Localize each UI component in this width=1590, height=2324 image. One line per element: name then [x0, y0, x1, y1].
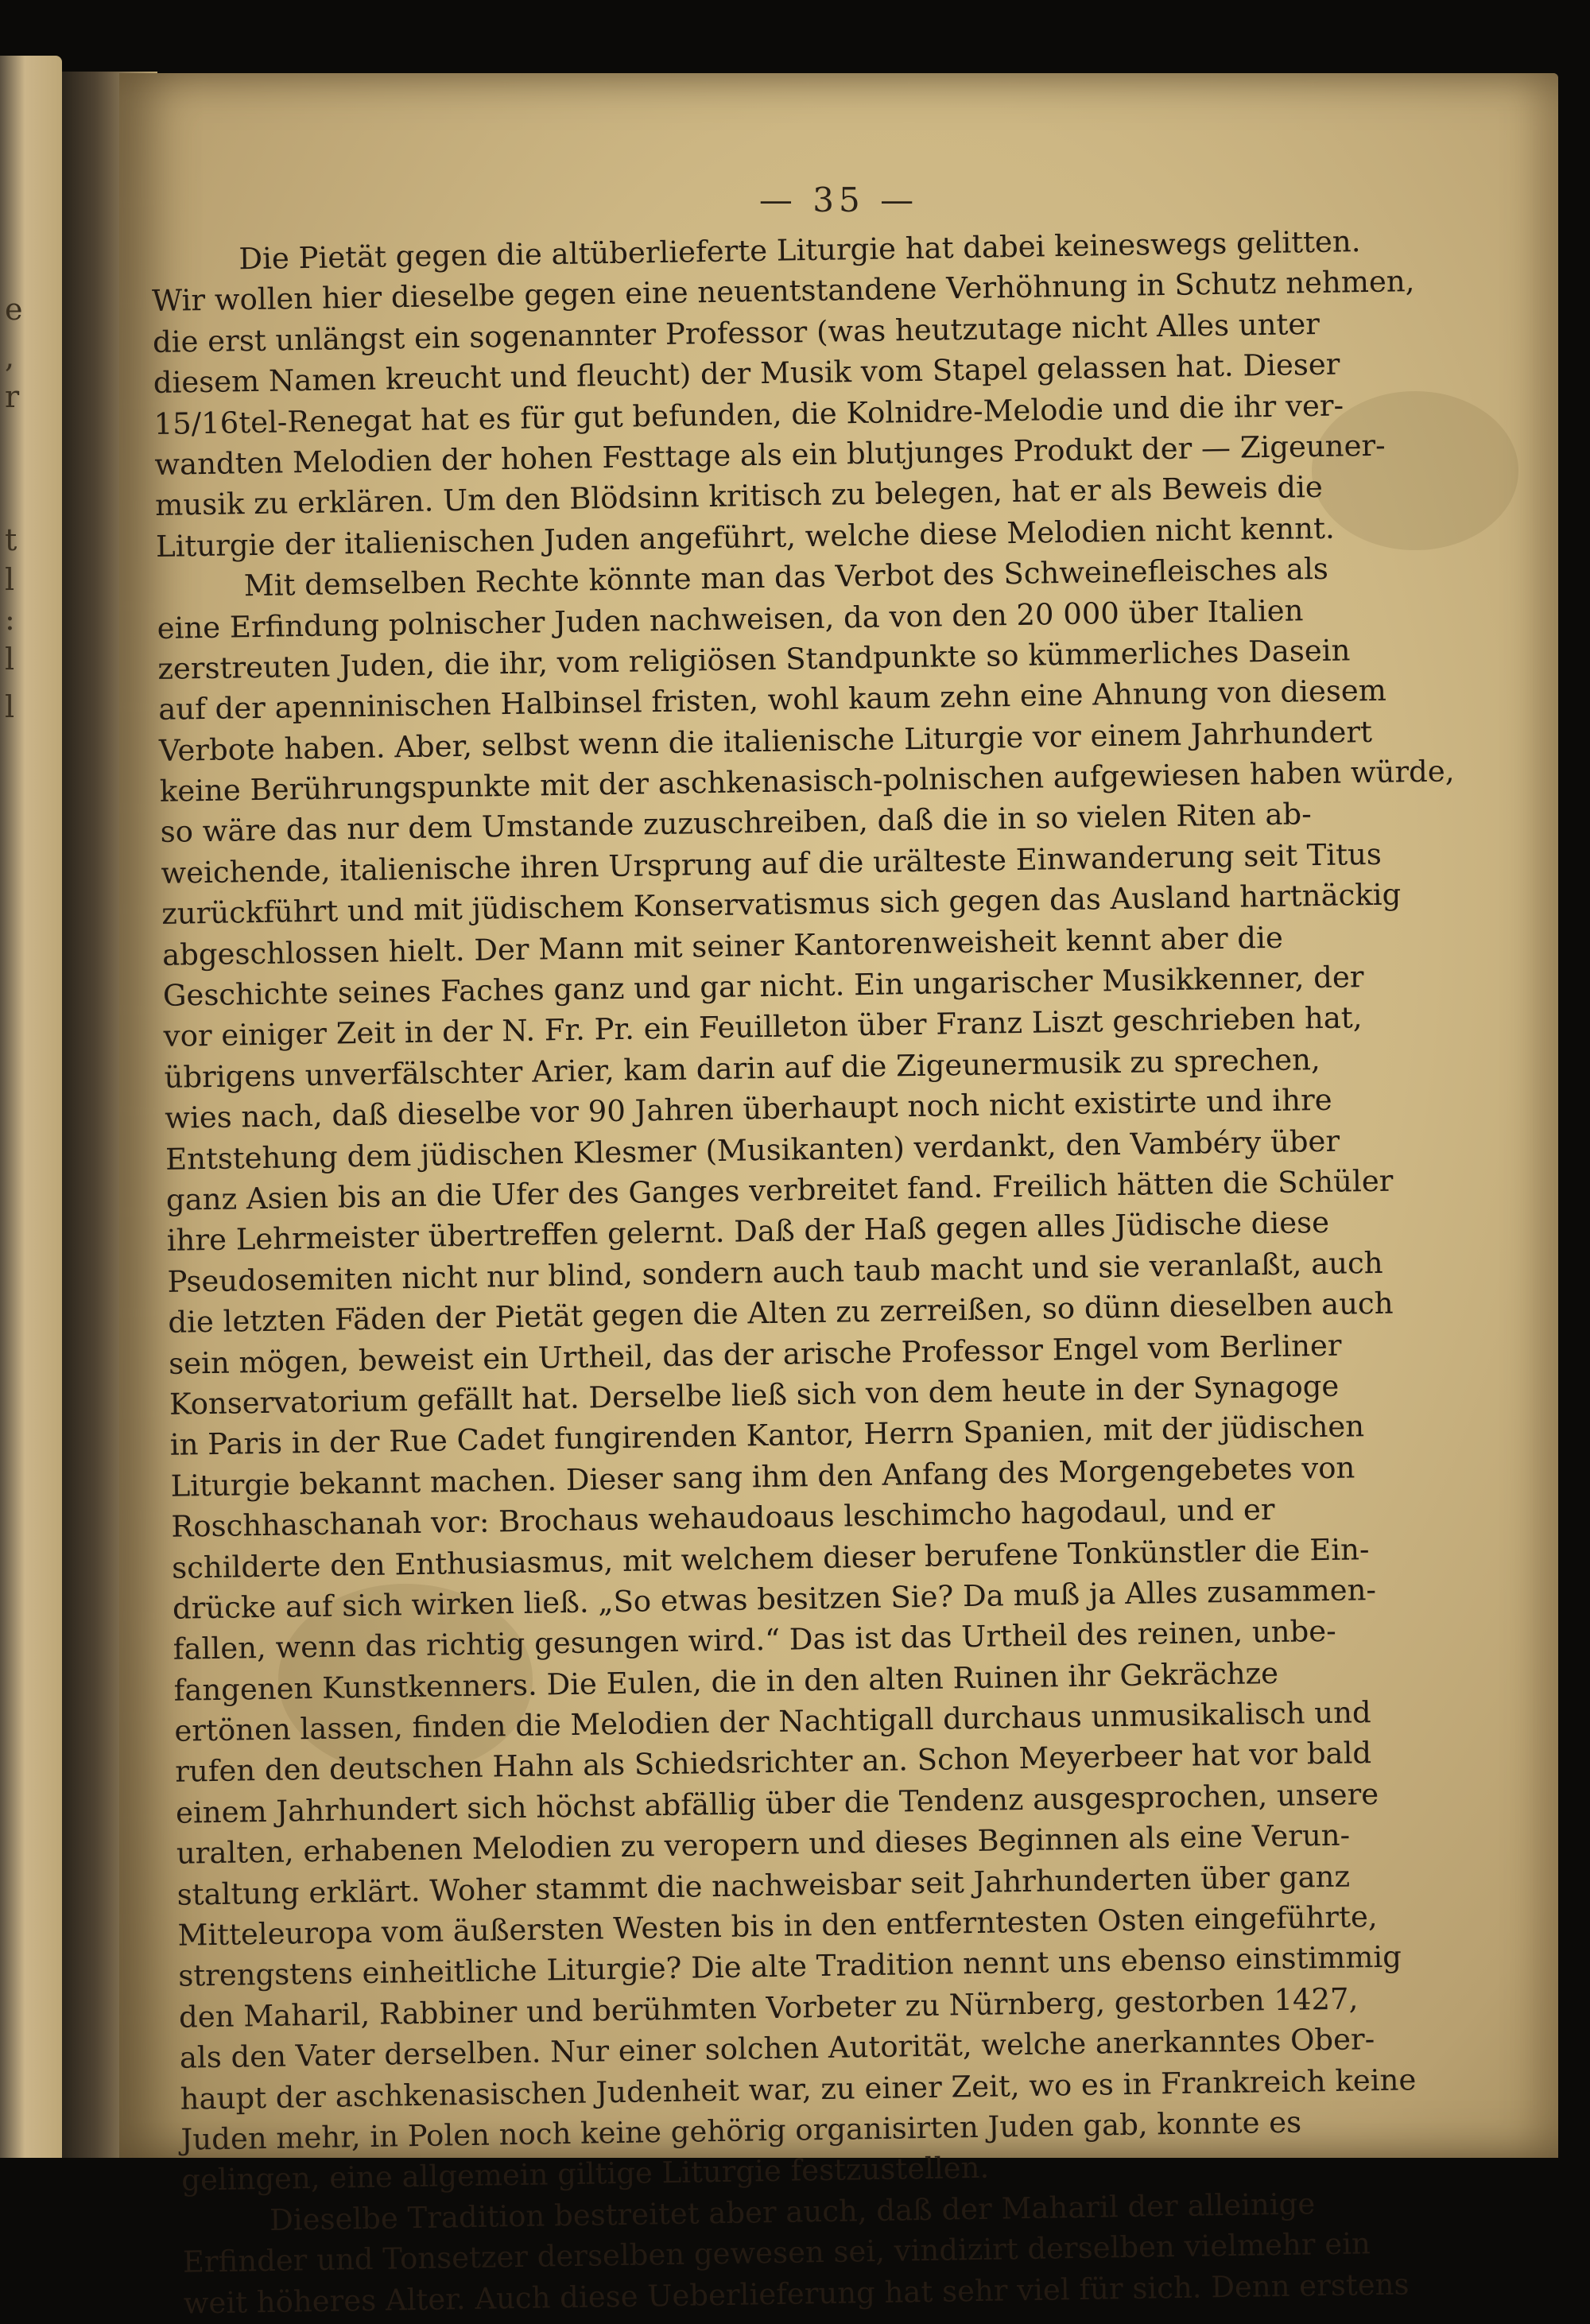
left-page-char: ,: [5, 339, 15, 374]
text-line: strengstens einheitliche Liturgie? Die alte Tradition nennt uns ebenso einstimmig: [177, 1939, 1402, 1994]
text-line: eine Erfindung polnischer Juden nachweisen, da von den 20 000 über Italien: [157, 592, 1304, 646]
text-line: Erfinder und Tonsetzer derselben gewesen sei, vindizirt derselben vielmehr ein: [182, 2226, 1371, 2279]
text-line: haupt der aschkenasischen Judenheit war, zu einer Zeit, wo es in Frankreich keine: [180, 2062, 1417, 2116]
body-text: [151, 219, 1530, 2321]
text-line: diesem Namen kreucht und fleucht) der Musik vom Stapel gelassen hat. Dieser: [153, 347, 1340, 401]
text-line: uralten, erhabenen Melodien zu veropern und dieses Beginnen als eine Verun-: [176, 1818, 1351, 1871]
text-line: sein mögen, beweist ein Urtheil, das der arische Professor Engel vom Berliner: [168, 1328, 1342, 1381]
left-page-char: :: [5, 602, 15, 637]
left-page-char: l: [5, 642, 15, 677]
left-page-char: r: [5, 379, 20, 414]
text-line: die letzten Fäden der Pietät gegen die Alten zu zerreißen, so dünn dieselben auch: [168, 1286, 1394, 1340]
text-line: rufen den deutschen Hahn als Schiedsrichter an. Schon Meyerbeer hat vor bald: [174, 1736, 1372, 1790]
book-page: [119, 73, 1558, 2321]
text-line: weit höheres Alter. Auch diese Ueberlieferung hat sehr viel für sich. Denn erstens: [183, 2266, 1410, 2321]
page-number: — 35 —: [758, 180, 919, 219]
text-line: Liturgie bekannt machen. Dieser sang ihm den Anfang des Morgengebetes von: [170, 1450, 1355, 1503]
text-line: schilderte den Enthusiasmus, mit welchem dieser berufene Tonkünstler die Ein-: [171, 1531, 1370, 1585]
text-line: als den Vater derselben. Nur einer solchen Autorität, welche anerkanntes Ober-: [179, 2022, 1375, 2075]
text-line: ganz Asien bis an die Ufer des Ganges verbreitet fand. Freilich hätten die Schüler: [165, 1163, 1394, 1217]
text-line: Dieselbe Tradition bestreitet aber auch, daß der Maharil der alleinige: [269, 2186, 1316, 2237]
left-page-edge: [0, 56, 62, 2158]
text-line: fangenen Kunstkenners. Die Eulen, die in den alten Ruinen ihr Gekrächze: [173, 1655, 1279, 1708]
text-line: Roschhaschanah vor: Brochaus wehaudoaus leschimcho hagodaul, und er: [171, 1492, 1275, 1544]
text-line: musik zu erklären. Um den Blödsinn kritisch zu belegen, hat er als Beweis die: [154, 470, 1324, 523]
left-page-char: l: [5, 689, 15, 724]
text-line: Juden mehr, in Polen noch keine gehörig organisirten Juden gab, konnte es: [180, 2105, 1302, 2157]
text-line: wandten Melodien der hohen Festtage als ein blutjunges Produkt der — Zigeuner-: [154, 428, 1386, 482]
text-line: Pseudosemiten nicht nur blind, sondern auch taub macht und sie veranlaßt, auch: [167, 1245, 1383, 1299]
left-page-char: l: [5, 562, 15, 597]
left-page-char: t: [5, 522, 17, 557]
text-line: übrigens unverfälschter Arier, kam darin auf die Zigeunermusik zu sprechen,: [164, 1042, 1321, 1095]
left-page-char: e: [5, 292, 23, 327]
text-line: keine Berührungspunkte mit der aschkenasisch-polnischen aufgewiesen haben würde,: [159, 754, 1455, 809]
text-line: Die Pietät gegen die altüberlieferte Liturgie hat dabei keineswegs gelitten.: [238, 224, 1361, 277]
text-line: zurückführt und mit jüdischem Konservatismus sich gegen das Ausland hartnäckig: [161, 877, 1402, 932]
text-line: zerstreuten Juden, die ihr, vom religiösen Standpunkte so kümmerliches Dasein: [157, 633, 1351, 686]
text-line: einem Jahrhundert sich höchst abfällig über die Tendenz ausgesprochen, unsere: [175, 1776, 1379, 1830]
text-line: gelingen, eine allgemein giltige Liturgie festzustellen.: [181, 2151, 990, 2198]
text-line: fallen, wenn das richtig gesungen wird.“ Das ist das Urtheil des reinen, unbe-: [173, 1614, 1336, 1667]
text-line: Entstehung dem jüdischen Klesmer (Musikanten) verdankt, den Vambéry über: [165, 1123, 1340, 1177]
text-line: Liturgie der italienischen Juden angeführt, welche diese Melodien nicht kennt.: [155, 510, 1335, 564]
text-line: so wäre das nur dem Umstande zuzuschreiben, daß die in so vielen Riten ab-: [160, 797, 1312, 850]
text-line: Geschichte seines Faches ganz und gar nicht. Ein ungarischer Musikkenner, der: [162, 960, 1364, 1013]
text-line: drücke auf sich wirken ließ. „So etwas besitzen Sie? Da muß ja Alles zusammen-: [172, 1572, 1377, 1626]
text-line: Wir wollen hier dieselbe gegen eine neuentstandene Verhöhnung in Schutz nehmen,: [151, 264, 1415, 319]
text-line: weichende, italienische ihren Ursprung auf die urälteste Einwanderung seit Titus: [161, 836, 1383, 890]
text-line: ihre Lehrmeister übertreffen gelernt. Daß der Haß gegen alles Jüdische diese: [166, 1205, 1330, 1259]
text-line: abgeschlossen hielt. Der Mann mit seiner Kantorenweisheit kennt aber die: [161, 920, 1284, 972]
text-line: staltung erklärt. Woher stammt die nachweisbar seit Jahrhunderten über ganz: [176, 1859, 1351, 1912]
text-line: Verbote haben. Aber, selbst wenn die italienische Liturgie vor einem Jahrhundert: [158, 714, 1373, 768]
text-line: in Paris in der Rue Cadet fungirenden Kantor, Herrn Spanien, mit der jüdischen: [169, 1409, 1365, 1463]
text-line: Mitteleuropa vom äußersten Westen bis in den entferntesten Osten eingeführte,: [177, 1899, 1378, 1953]
text-line: wies nach, daß dieselbe vor 90 Jahren überhaupt noch nicht existirte und ihre: [165, 1083, 1332, 1136]
text-line: ertönen lassen, finden die Melodien der Nachtigall durchaus unmusikalisch und: [174, 1695, 1372, 1748]
text-line: die erst unlängst ein sogenannter Professor (was heutzutage nicht Alles unter: [152, 306, 1320, 359]
text-line: Konservatorium gefällt hat. Derselbe ließ sich von dem heute in der Synagoge: [169, 1368, 1340, 1422]
text-line: auf der apenninischen Halbinsel fristen, wohl kaum zehn eine Ahnung von diesem: [157, 673, 1387, 727]
text-line: 15/16tel-Renegat hat es für gut befunden, die Kolnidre-Melodie und die ihr ver-: [153, 388, 1344, 441]
text-line: Mit demselben Rechte könnte man das Verbot des Schweinefleisches als: [243, 551, 1329, 603]
text-line: den Maharil, Rabbiner und berühmten Vorbeter zu Nürnberg, gestorben 1427,: [178, 1981, 1359, 2035]
text-line: vor einiger Zeit in der N. Fr. Pr. ein Feuilleton über Franz Liszt geschrieben hat,: [163, 1000, 1363, 1054]
